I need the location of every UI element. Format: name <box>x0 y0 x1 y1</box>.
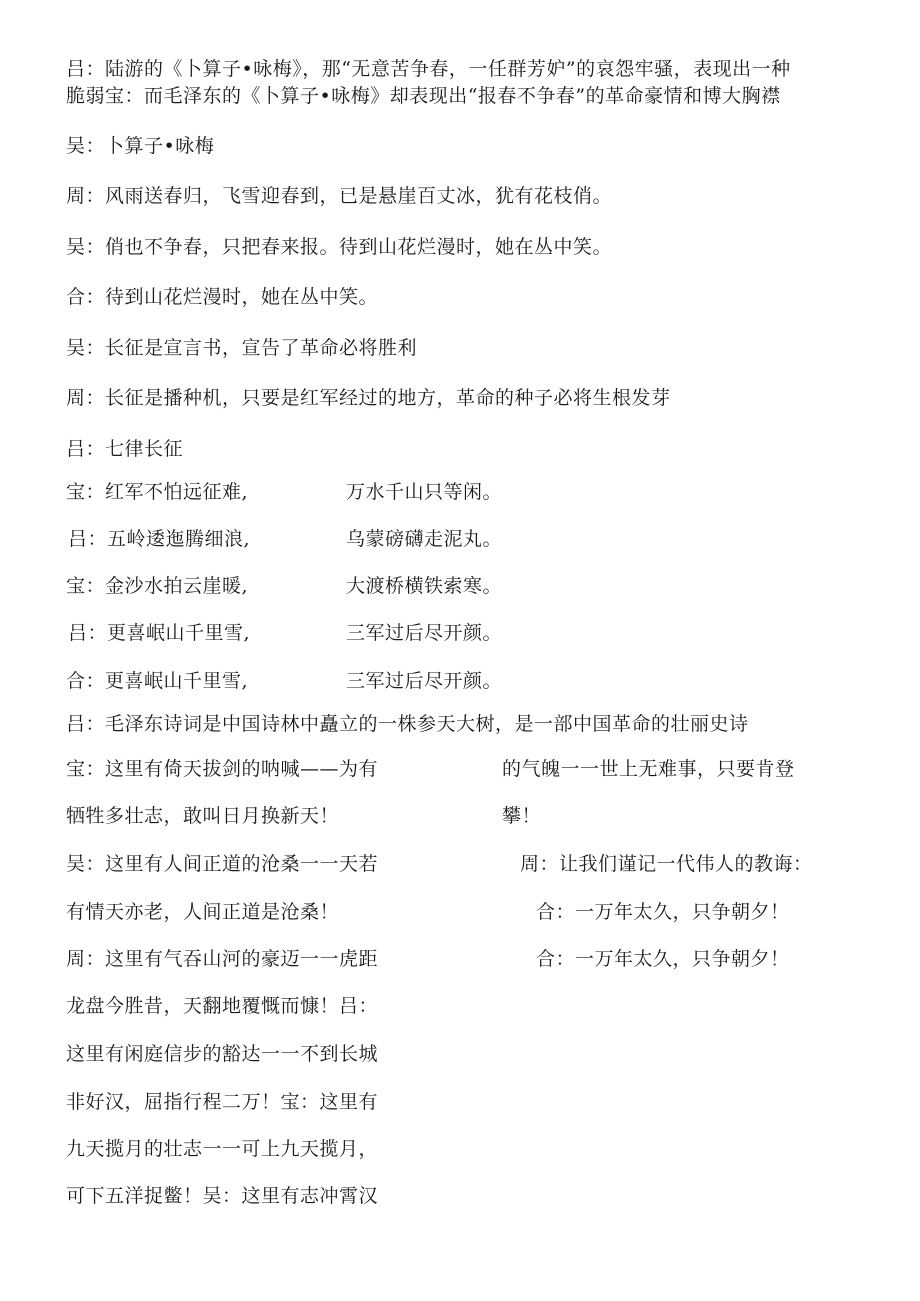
dialogue-line: 吴：俏也不争春，只把春来报。待到山花烂漫时，她在丛中笑。 <box>66 236 613 258</box>
right-column-line: 合：一万年太久，只争朝夕！ <box>536 901 790 923</box>
epic-line: 吕：毛泽东诗词是中国诗林中矗立的一株参天大树，是一部中国革命的壮丽史诗 <box>66 713 749 735</box>
dialogue-line: 周：风雨送春归，飞雪迎春到，已是悬崖百丈冰，犹有花枝俏。 <box>66 185 613 207</box>
poem-right: 万水千山只等闲。 <box>346 481 503 503</box>
poem-right: 乌蒙磅礴走泥丸。 <box>346 528 503 550</box>
dialogue-line: 吴：卜算子•咏梅 <box>66 135 215 157</box>
poem-left: 吕：更喜岷山千里雪, <box>68 622 251 644</box>
poem-right: 三军过后尽开颜。 <box>346 622 503 644</box>
right-column-line: 的气魄一一世上无难事，只要肯登 <box>502 758 795 780</box>
right-column-line: 合：一万年太久，只争朝夕！ <box>536 948 790 970</box>
dialogue-line: 吴：长征是宣言书，宣告了革命必将胜利 <box>66 337 418 359</box>
right-column-line: 周：让我们谨记一代伟人的教诲： <box>520 853 813 875</box>
poem-left: 吕：五岭逶迤腾细浪, <box>68 528 251 550</box>
left-column-line: 非好汉，屈指行程二万！宝：这里有 <box>66 1091 379 1113</box>
poem-left: 宝：金沙水拍云崖暖, <box>66 575 249 597</box>
intro-line-1: 吕：陆游的《卜算子•咏梅》，那“无意苦争春，一任群芳妒”的哀怨牢骚，表现出一种 <box>66 58 791 80</box>
left-column-line: 可下五洋捉鳖！吴：这里有志冲霄汉 <box>66 1185 379 1207</box>
right-column-line: 攀！ <box>502 805 542 827</box>
poem-left: 合：更喜岷山千里雪, <box>66 670 249 692</box>
poem-title: 吕：七律长征 <box>66 438 184 460</box>
left-column-line: 龙盘今胜昔，天翻地覆慨而慷！吕： <box>66 995 379 1017</box>
dialogue-line: 合：待到山花烂漫时，她在丛中笑。 <box>66 286 379 308</box>
left-column-line: 周：这里有气吞山河的豪迈一一虎距 <box>66 948 379 970</box>
left-column-line: 牺牲多壮志，敢叫日月换新天！ <box>66 805 340 827</box>
intro-line-2: 脆弱宝：而毛泽东的《卜算子•咏梅》却表现出“报春不争春”的革命豪情和博大胸襟 <box>66 85 781 107</box>
poem-right: 大渡桥横铁索寒。 <box>346 575 503 597</box>
left-column-line: 这里有闲庭信步的豁达一一不到长城 <box>66 1043 379 1065</box>
dialogue-line: 周：长征是播种机，只要是红军经过的地方，革命的种子必将生根发芽 <box>66 387 671 409</box>
left-column-line: 九天揽月的壮志一一可上九天揽月， <box>66 1138 379 1160</box>
poem-left: 宝：红军不怕远征难, <box>66 481 249 503</box>
left-column-line: 宝：这里有倚天拔剑的呐喊——为有 <box>66 758 379 780</box>
left-column-line: 有情天亦老，人间正道是沧桑！ <box>66 901 340 923</box>
left-column-line: 吴：这里有人间正道的沧桑一一天若 <box>66 853 379 875</box>
poem-right: 三军过后尽开颜。 <box>346 670 503 692</box>
